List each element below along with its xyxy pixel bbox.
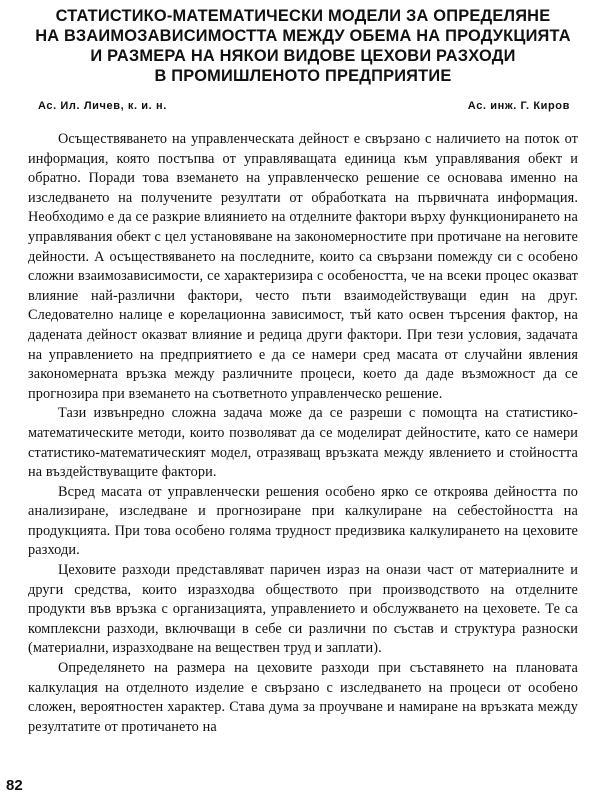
paragraph: Определянето на размера на цеховите разходи при съставянето на плановата калкулация на отделното изделие е свързано с изследването на процеси от особено сложен, вероятностен характер. Става дума за проучване и намиране на връзката между резултатите от протичането на [28,660,578,735]
paragraph: Осъществяването на управленческата дейност е свързано с наличието на поток от информация, която постъпва от управляващата единица към управлявания обект и обратно. Поради това вземането на управленческо решение се основава именно на изследването на получените резултати от обработката на първичната информация. Необходимо е да се разкрие влиянието на отделните фактори върху функционирането на управлявания обект с цел установяване на закономерностите при протичане на неговите дейности. А осъществяването на последните, които са свързани помежду си с особено сложни взаимозависимости, се характеризира с особеността, че на всеки процес оказват влияние най-различни фактори, често пъти взаимодействуващи един на друг. Следователно налице е корелационна зависимост, тъй като освен търсения фактор, на дадената дейност оказват влияние и редица други фактори. При тези условия, задачата на управлението на предприятието е да се намери сред масата от случайни явления закономерната връзка между различните процеси, което да даде възможност да се прогнозира при вземането на съответното управленческо решение. [28,131,578,402]
article-body [28,130,578,737]
title-line: И РАЗМЕРА НА НЯКОИ ВИДОВЕ ЦЕХОВИ РАЗХОДИ [90,47,516,65]
paragraph: Цеховите разходи представляват паричен израз на онази част от материалните и други средства, които изразходва обществото при производството на отделните продукти във връзка с организацията, управлението и обслужването на цеховете. Те са комплексни разходи, включващи в себе си различни по състав и структура разноски (материални, изразходване на веществен труд и заплати). [28,562,578,657]
page-number: 82 [6,777,23,794]
paragraph: Тази извънредно сложна задача може да се разреши с помощта на статистико-математическите методи, които позволяват да се моделират дейностите, като се намери статистико-математическият модел, отразяващ връзката между явлението и стойността на въздействуващите фактори. [28,405,578,481]
title-line: СТАТИСТИКО-МАТЕМАТИЧЕСКИ МОДЕЛИ ЗА ОПРЕДЕЛЯНЕ [55,7,551,25]
article-title [28,6,578,86]
author-left: Ас. Ил. Личев, к. и. н. [38,100,167,112]
paragraph: Всред масата от управленчески решения особено ярко се откроява дейността по анализиране, изследване и прогнозиране при калкулиране на себестойността на продукцията. При това особено голяма трудност предизвика калкулирането на цеховите разходи. [28,483,578,559]
title-line: В ПРОМИШЛЕНОТО ПРЕДПРИЯТИЕ [154,67,452,85]
author-right: Ас. инж. Г. Киров [467,100,570,112]
authors-row [38,100,570,112]
title-line: НА ВЗАИМОЗАВИСИМОСТТА МЕЖДУ ОБЕМА НА ПРОДУКЦИЯТА [35,27,571,45]
